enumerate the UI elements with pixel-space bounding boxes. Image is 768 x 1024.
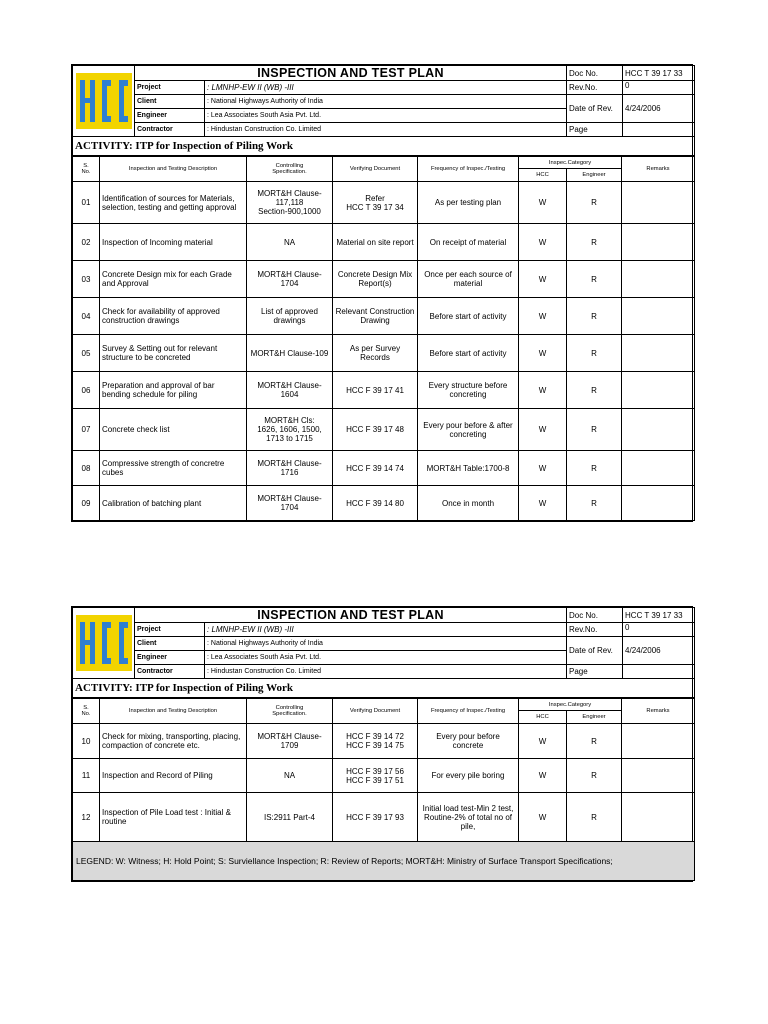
itp-body [72, 156, 695, 521]
contractor-value: : Hindustan Construction Co. Limited [205, 123, 567, 137]
row-description: Concrete Design mix for each Grade and Approval [100, 261, 247, 298]
row-engineer: R [567, 372, 622, 409]
col-frequency: Frequency of Inspec./Testing [418, 157, 519, 182]
row-engineer: R [567, 486, 622, 521]
contractor-label: Contractor [135, 665, 205, 679]
row-remarks [622, 724, 695, 759]
row-remarks [622, 793, 695, 842]
col-verifying-document: Verifying Document [333, 699, 418, 724]
row-remarks [622, 261, 695, 298]
table-row [73, 182, 695, 224]
contractor-value: : Hindustan Construction Co. Limited [205, 665, 567, 679]
row-remarks [622, 409, 695, 451]
row-engineer: R [567, 759, 622, 793]
row-verifying-document: HCC F 39 17 93 [333, 793, 418, 842]
row-verifying-document: As per Survey Records [333, 335, 418, 372]
row-description: Inspection of Pile Load test : Initial & routine [100, 793, 247, 842]
row-verifying-document: Material on site report [333, 224, 418, 261]
row-verifying-document: HCC F 39 17 48 [333, 409, 418, 451]
row-sno: 06 [73, 372, 100, 409]
row-engineer: R [567, 335, 622, 372]
legend: LEGEND: W: Witness; H: Hold Point; S: Surviellance Inspection; R: Review of Reports; MORT&H: Ministry of Surface Transport Specifications; [73, 842, 695, 881]
row-hcc: W [519, 793, 567, 842]
row-sno: 02 [73, 224, 100, 261]
client-value: : National Highways Authority of India [205, 95, 567, 109]
row-verifying-document: HCC F 39 14 80 [333, 486, 418, 521]
table-row [73, 451, 695, 486]
col-inspec-category: Inspec.Category [519, 699, 622, 711]
row-frequency: On receipt of material [418, 224, 519, 261]
row-remarks [622, 298, 695, 335]
row-remarks [622, 372, 695, 409]
table-row [73, 298, 695, 335]
itp-title: INSPECTION AND TEST PLAN [135, 66, 567, 81]
col-sno: S. No. [73, 699, 100, 724]
doc-no-label: Doc No. [567, 66, 623, 81]
row-verifying-document: Concrete Design Mix Report(s) [333, 261, 418, 298]
doc-no-value: HCC T 39 17 33 [623, 66, 695, 81]
itp-body [72, 698, 695, 881]
row-engineer: R [567, 261, 622, 298]
table-row [73, 759, 695, 793]
col-frequency: Frequency of Inspec./Testing [418, 699, 519, 724]
col-hcc: HCC [519, 711, 567, 724]
hcc-logo [76, 73, 132, 129]
row-remarks [622, 224, 695, 261]
engineer-label: Engineer [135, 651, 205, 665]
table-row [73, 335, 695, 372]
itp-header [72, 607, 695, 698]
row-hcc: W [519, 759, 567, 793]
row-sno: 12 [73, 793, 100, 842]
row-frequency: MORT&H Table:1700-8 [418, 451, 519, 486]
col-specification: Controlling Specification. [247, 157, 333, 182]
row-description: Check for mixing, transporting, placing, compaction of concrete etc. [100, 724, 247, 759]
row-hcc: W [519, 486, 567, 521]
row-specification: MORT&H Clause-1709 [247, 724, 333, 759]
doc-no-value: HCC T 39 17 33 [623, 608, 695, 623]
row-sno: 03 [73, 261, 100, 298]
rev-no-value: 0 [623, 623, 695, 637]
row-verifying-document: Refer HCC T 39 17 34 [333, 182, 418, 224]
table-row [73, 793, 695, 842]
project-label: Project [135, 81, 205, 95]
row-frequency: As per testing plan [418, 182, 519, 224]
row-hcc: W [519, 724, 567, 759]
row-engineer: R [567, 182, 622, 224]
row-remarks [622, 486, 695, 521]
col-description: Inspection and Testing Description [100, 699, 247, 724]
row-verifying-document: HCC F 39 14 74 [333, 451, 418, 486]
row-specification: MORT&H Clause-1716 [247, 451, 333, 486]
table-row [73, 724, 695, 759]
row-sno: 01 [73, 182, 100, 224]
row-hcc: W [519, 261, 567, 298]
project-value: : LMNHP-EW II (WB) -III [205, 81, 567, 95]
project-value: : LMNHP-EW II (WB) -III [205, 623, 567, 637]
row-description: Preparation and approval of bar bending schedule for piling [100, 372, 247, 409]
row-hcc: W [519, 224, 567, 261]
table-row [73, 372, 695, 409]
col-remarks: Remarks [622, 699, 695, 724]
row-frequency: Every pour before & after concreting [418, 409, 519, 451]
itp-header [72, 65, 695, 156]
row-engineer: R [567, 724, 622, 759]
client-label: Client [135, 95, 205, 109]
page-value [623, 123, 695, 137]
row-specification: MORT&H Clause-117,118 Section-900,1000 [247, 182, 333, 224]
row-specification: MORT&H Clause-1704 [247, 486, 333, 521]
row-specification: NA [247, 759, 333, 793]
col-specification: Controlling Specification. [247, 699, 333, 724]
row-engineer: R [567, 298, 622, 335]
row-specification: MORT&H Cls: 1626, 1606, 1500, 1713 to 1715 [247, 409, 333, 451]
activity-title: ACTIVITY: ITP for Inspection of Piling Work [73, 137, 695, 156]
activity-title: ACTIVITY: ITP for Inspection of Piling Work [73, 679, 695, 698]
row-hcc: W [519, 335, 567, 372]
page-label: Page [567, 665, 623, 679]
row-hcc: W [519, 451, 567, 486]
col-verifying-document: Verifying Document [333, 157, 418, 182]
row-description: Identification of sources for Materials, selection, testing and getting approval [100, 182, 247, 224]
col-engineer: Engineer [567, 169, 622, 182]
table-row [73, 409, 695, 451]
hcc-logo [76, 615, 132, 671]
col-sno: S. No. [73, 157, 100, 182]
row-verifying-document: Relevant Construction Drawing [333, 298, 418, 335]
row-engineer: R [567, 451, 622, 486]
col-remarks: Remarks [622, 157, 695, 182]
row-description: Survey & Setting out for relevant structure to be concreted [100, 335, 247, 372]
date-of-rev-label: Date of Rev. [567, 637, 623, 665]
row-description: Inspection of Incoming material [100, 224, 247, 261]
row-frequency: For every pile boring [418, 759, 519, 793]
table-row [73, 261, 695, 298]
row-sno: 04 [73, 298, 100, 335]
row-sno: 07 [73, 409, 100, 451]
row-specification: NA [247, 224, 333, 261]
project-label: Project [135, 623, 205, 637]
page-value [623, 665, 695, 679]
date-of-rev-value: 4/24/2006 [623, 637, 695, 665]
row-frequency: Initial load test-Min 2 test, Routine-2% of total no of pile, [418, 793, 519, 842]
row-sno: 09 [73, 486, 100, 521]
rev-no-label: Rev.No. [567, 623, 623, 637]
date-of-rev-label: Date of Rev. [567, 95, 623, 123]
page-label: Page [567, 123, 623, 137]
doc-no-label: Doc No. [567, 608, 623, 623]
row-specification: MORT&H Clause-109 [247, 335, 333, 372]
row-hcc: W [519, 409, 567, 451]
engineer-value: : Lea Associates South Asia Pvt. Ltd. [205, 651, 567, 665]
col-description: Inspection and Testing Description [100, 157, 247, 182]
row-specification: List of approved drawings [247, 298, 333, 335]
itp-sheet-2 [71, 606, 693, 882]
row-engineer: R [567, 224, 622, 261]
row-engineer: R [567, 409, 622, 451]
row-description: Calibration of batching plant [100, 486, 247, 521]
rev-no-label: Rev.No. [567, 81, 623, 95]
row-frequency: Before start of activity [418, 298, 519, 335]
row-specification: IS:2911 Part-4 [247, 793, 333, 842]
row-description: Inspection and Record of Piling [100, 759, 247, 793]
row-sno: 05 [73, 335, 100, 372]
row-description: Check for availability of approved construction drawings [100, 298, 247, 335]
row-remarks [622, 335, 695, 372]
row-description: Compressive strength of concretre cubes [100, 451, 247, 486]
row-frequency: Every pour before concrete [418, 724, 519, 759]
itp-title: INSPECTION AND TEST PLAN [135, 608, 567, 623]
client-value: : National Highways Authority of India [205, 637, 567, 651]
date-of-rev-value: 4/24/2006 [623, 95, 695, 123]
row-hcc: W [519, 182, 567, 224]
row-specification: MORT&H Clause-1704 [247, 261, 333, 298]
rev-no-value: 0 [623, 81, 695, 95]
row-frequency: Before start of activity [418, 335, 519, 372]
row-frequency: Once in month [418, 486, 519, 521]
row-remarks [622, 451, 695, 486]
table-row [73, 486, 695, 521]
row-verifying-document: HCC F 39 14 72 HCC F 39 14 75 [333, 724, 418, 759]
contractor-label: Contractor [135, 123, 205, 137]
row-sno: 10 [73, 724, 100, 759]
col-inspec-category: Inspec.Category [519, 157, 622, 169]
row-specification: MORT&H Clause-1604 [247, 372, 333, 409]
table-row [73, 224, 695, 261]
engineer-value: : Lea Associates South Asia Pvt. Ltd. [205, 109, 567, 123]
row-engineer: R [567, 793, 622, 842]
row-sno: 08 [73, 451, 100, 486]
engineer-label: Engineer [135, 109, 205, 123]
row-sno: 11 [73, 759, 100, 793]
itp-sheet-1 [71, 64, 693, 522]
row-description: Concrete check list [100, 409, 247, 451]
row-remarks [622, 759, 695, 793]
row-frequency: Once per each source of material [418, 261, 519, 298]
row-remarks [622, 182, 695, 224]
row-frequency: Every structure before concreting [418, 372, 519, 409]
row-verifying-document: HCC F 39 17 41 [333, 372, 418, 409]
col-hcc: HCC [519, 169, 567, 182]
client-label: Client [135, 637, 205, 651]
row-hcc: W [519, 372, 567, 409]
col-engineer: Engineer [567, 711, 622, 724]
row-hcc: W [519, 298, 567, 335]
row-verifying-document: HCC F 39 17 56 HCC F 39 17 51 [333, 759, 418, 793]
